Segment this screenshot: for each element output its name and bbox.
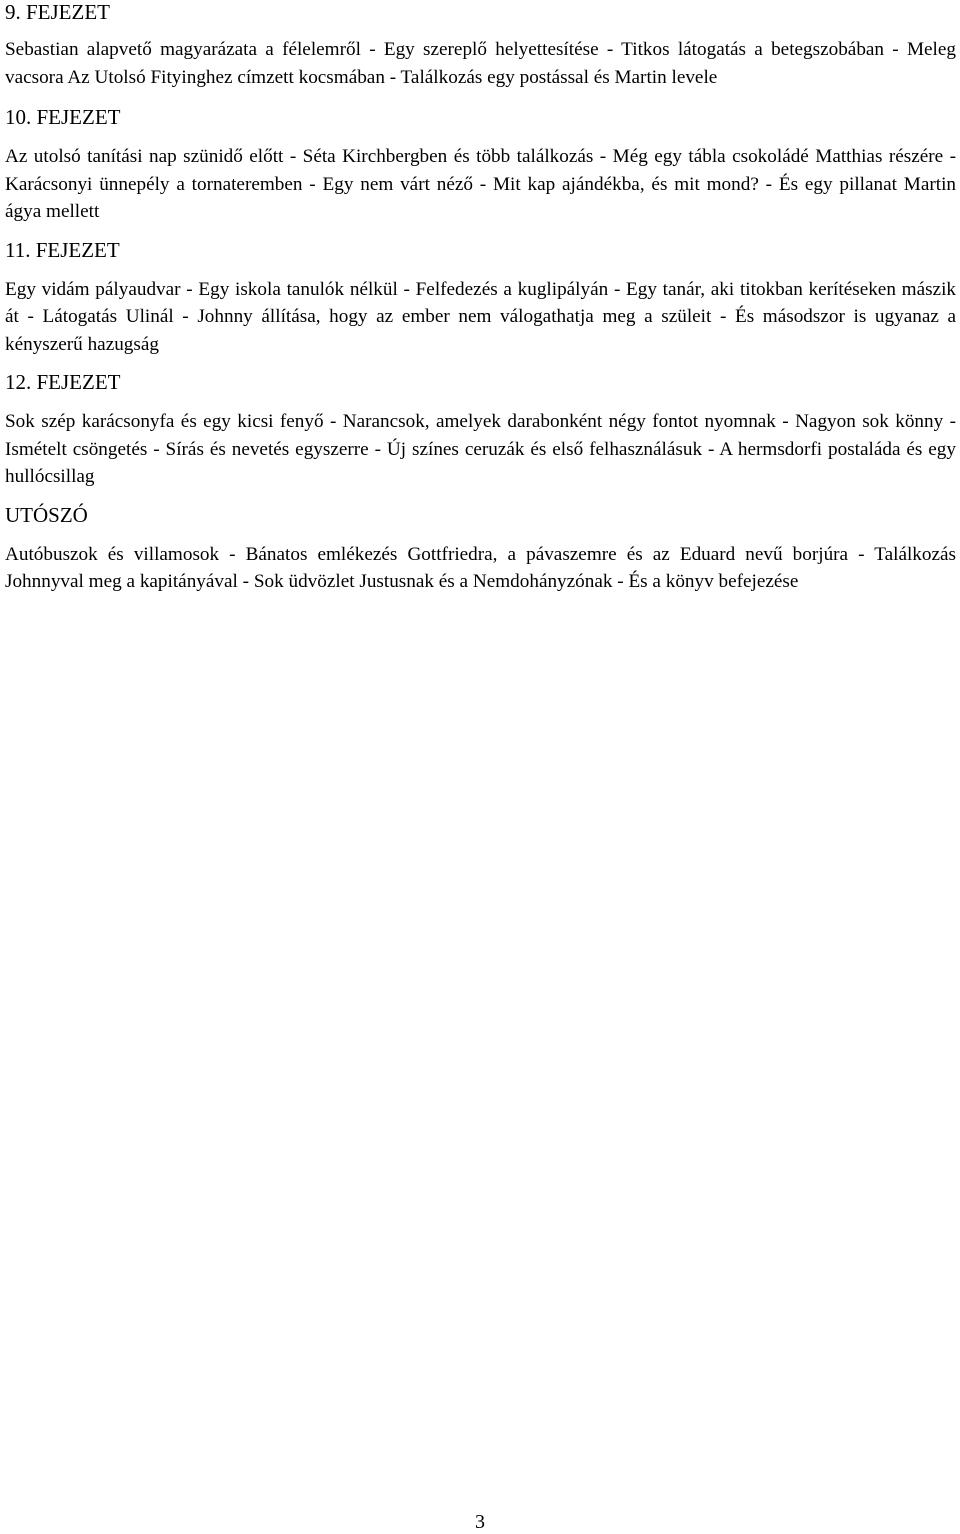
epilogue-summary: Autóbuszok és villamosok - Bánatos emlékezés Gottfriedra, a pávaszemre és az Eduard nevű borjúra - Találkozás Johnnyval meg a kapitányával - Sok üdvözlet Justusnak és a Nemdohányzónak - És a könyv befejezése: [5, 543, 956, 592]
page-number: 3: [475, 1511, 485, 1533]
chapter-9-heading: 9. FEJEZET: [5, 0, 110, 24]
chapter-11-heading: 11. FEJEZET: [5, 237, 120, 262]
chapter-10-summary: Az utolsó tanítási nap szünidő előtt - Séta Kirchbergben és több találkozás - Még egy tábla csokoládé Matthias részére - Karácsonyi ünnepély a tornateremben - Egy nem várt néző - Mit kap ajándékba, és mit mond? - És egy pillanat Martin ágya mellett: [5, 146, 956, 222]
chapter-9: [5, 0, 956, 91]
chapter-12: [5, 370, 956, 491]
chapter-11-summary: Egy vidám pályaudvar - Egy iskola tanulók nélkül - Felfedezés a kuglipályán - Egy tanár, aki titokban kerítéseken mászik át - Látogatás Ulinál - Johnny állítása, hogy az ember nem válogathatja meg a szüleit - És másodszor is ugyanaz a kényszerű hazugság: [5, 278, 956, 355]
chapter-10: [5, 105, 956, 226]
chapter-12-heading: 12. FEJEZET: [5, 370, 121, 394]
chapter-12-summary: Sok szép karácsonyfa és egy kicsi fenyő - Narancsok, amelyek darabonként négy fontot nyomnak - Nagyon sok könny - Ismételt csöngetés - Sírás és nevetés egyszerre - Új színes ceruzák és első felhasználásuk - A hermsdorfi postaláda és egy hullócsillag: [5, 411, 956, 487]
chapter-10-heading: 10. FEJEZET: [5, 105, 121, 129]
epilogue: [5, 503, 956, 596]
table-of-contents-page: [5, 0, 956, 596]
chapter-9-summary: Sebastian alapvető magyarázata a félelemről - Egy szereplő helyettesítése - Titkos látogatás a betegszobában - Meleg vacsora Az Utolsó Fityinghez címzett kocsmában - Találkozás egy postással és Martin levele: [5, 39, 956, 88]
chapter-11: [5, 238, 956, 359]
epilogue-heading: UTÓSZÓ: [5, 502, 88, 527]
